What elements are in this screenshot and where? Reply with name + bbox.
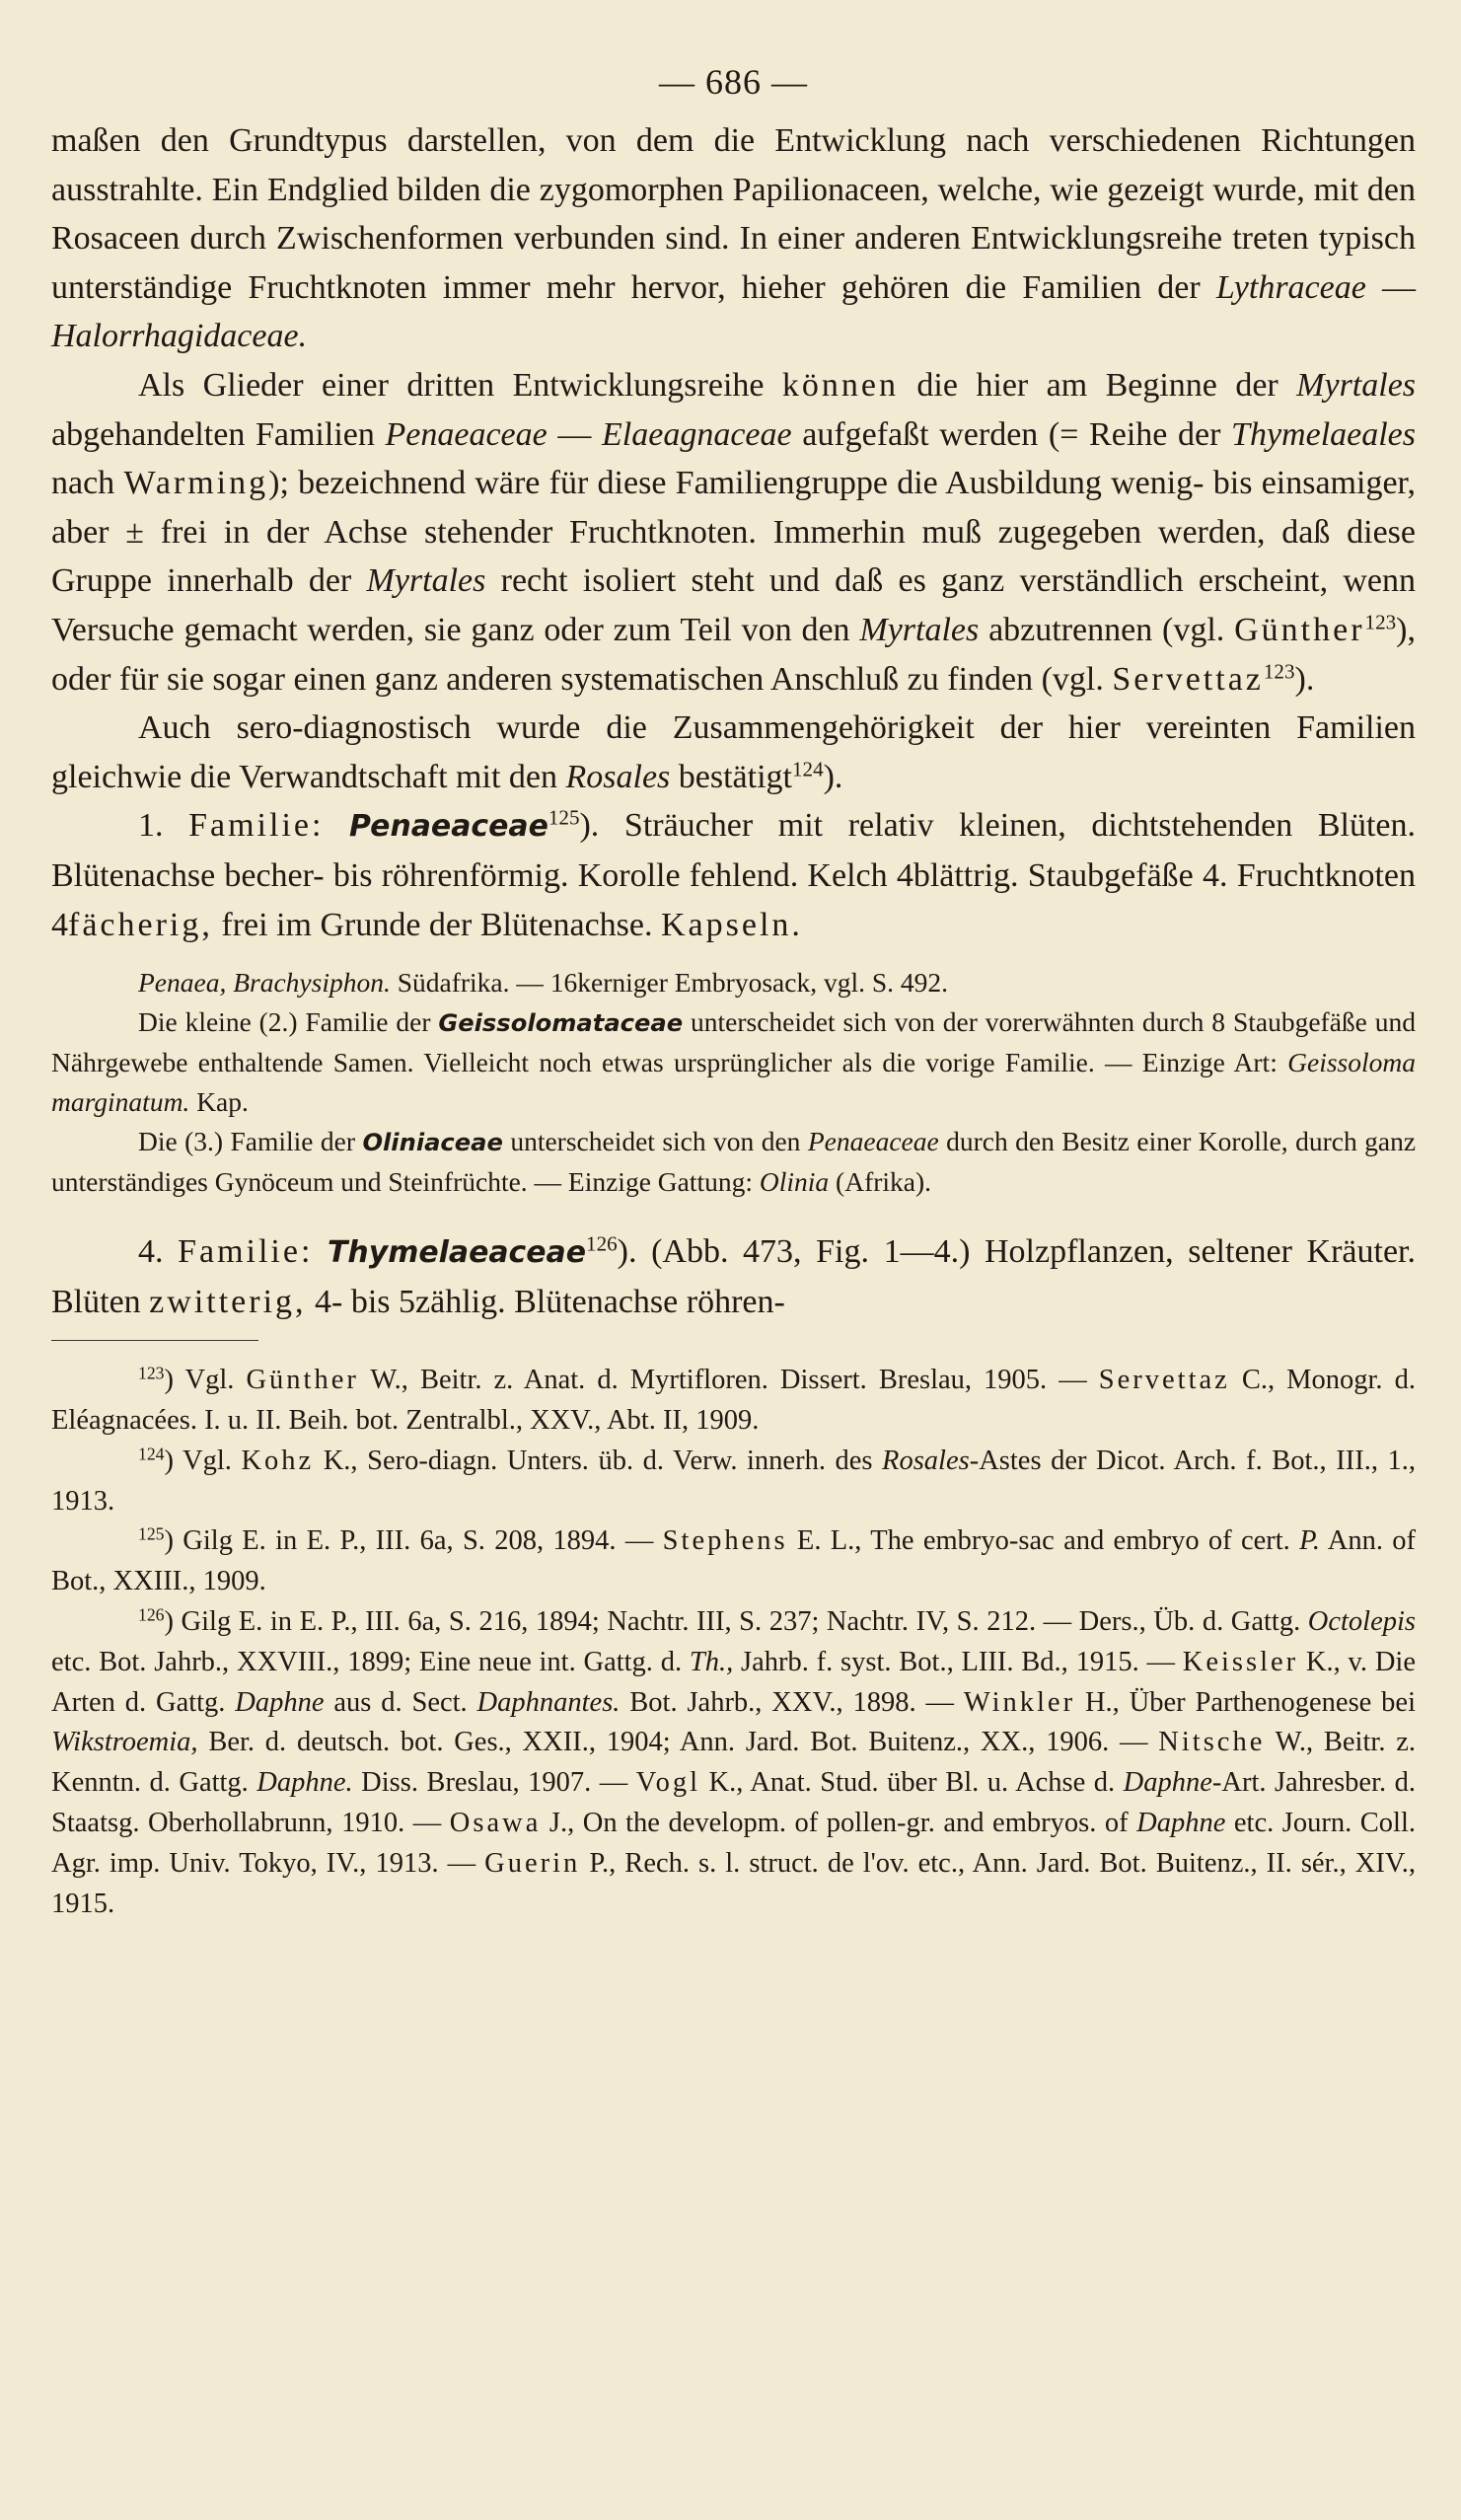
- text-run: etc. Bot. Jahrb., XXVIII., 1899; Eine neue int. Gattg. d.: [51, 1646, 690, 1677]
- paragraph-3: [51, 704, 1416, 801]
- text-run: abgehandelten Familien: [51, 415, 386, 453]
- family-name: Thymelaeaceae: [328, 1235, 587, 1271]
- text-run: P., Rech. s. l. struct. de l'ov. etc., Ann. Jard. Bot. Buitenz., II. sér., XIV., 1915.: [51, 1847, 1416, 1919]
- text-run: Jahrb. f. syst. Bot., LIII. Bd., 1915. —: [733, 1646, 1183, 1677]
- author-name: Guerin: [484, 1847, 581, 1879]
- footnote-125: [51, 1521, 1416, 1602]
- text-run: Auch sero-diagnostisch wurde die Zusammengehörigkeit der hier vereinten Familien gleichwie die Verwandtschaft mit den: [51, 709, 1416, 795]
- taxon-name: Thymelaeales: [1231, 415, 1416, 453]
- small-paragraph-2: [51, 1002, 1416, 1122]
- taxon-name: Rosales: [565, 758, 671, 795]
- footnote-ref: 126: [586, 1231, 618, 1256]
- taxon-name: Penaeaceae: [807, 1126, 939, 1157]
- small-paragraph-3: [51, 1122, 1416, 1202]
- text-run: K., Sero-diagn. Unters. üb. d. Verw. innerh. des: [314, 1445, 883, 1476]
- text-run: 4.: [138, 1233, 179, 1271]
- taxon-name: Olinia: [759, 1166, 830, 1198]
- text-run: frei im Grunde der Blütenachse.: [212, 906, 661, 943]
- footnote-number: 124: [138, 1444, 165, 1464]
- taxon-name: Geissoloma marginatum.: [51, 1047, 1416, 1118]
- footnote-ref: 123: [1364, 610, 1397, 634]
- author-name: Günther: [246, 1365, 359, 1396]
- text-run: aus d. Sect.: [324, 1686, 477, 1718]
- author-name: Keissler: [1182, 1646, 1299, 1677]
- text-run: Bot. Jahrb., XXV., 1898. —: [620, 1686, 964, 1718]
- text-run: J., On the developm. of pollen-gr. and embryos. of: [541, 1808, 1137, 1839]
- footnote-number: 123: [138, 1363, 165, 1383]
- spaced-word: Familie:: [188, 807, 325, 845]
- text-run: 4- bis 5zählig. Blütenachse röhren-: [306, 1283, 785, 1320]
- author-name: Warming: [123, 465, 269, 502]
- footnote-ref: 123: [1263, 658, 1295, 683]
- taxon-name: Halorrhagidaceae.: [51, 318, 308, 355]
- paragraph-1: [51, 116, 1416, 361]
- small-print-block: [51, 963, 1416, 1202]
- small-paragraph-1: [51, 963, 1416, 1002]
- text-run: [324, 807, 349, 844]
- text-run: ).: [823, 758, 843, 795]
- taxon-name: Daphne.: [256, 1767, 353, 1799]
- text-run: (Afrika).: [829, 1166, 932, 1198]
- text-run: nach: [51, 465, 124, 502]
- family-name: Geissolomataceae: [438, 1009, 684, 1038]
- text-run: abzutrennen (vgl.: [979, 611, 1235, 648]
- text-run: aufgefaßt werden (= Reihe der: [791, 415, 1232, 453]
- family-name: Oliniaceae: [362, 1129, 503, 1157]
- taxon-name: Myrtales: [1296, 366, 1417, 404]
- taxon-name: Penaeaceae: [385, 415, 548, 453]
- text-run: E. L., The embryo-sac and embryo of cert.: [787, 1525, 1300, 1557]
- text-run: Ann. of Bot., XXIII., 1909.: [51, 1525, 1416, 1597]
- text-run: -Astes der Dicot. Arch. f. Bot., III., 1., 1913.: [51, 1445, 1416, 1517]
- text-run: ). (Abb. 473, Fig. 1—4.) Holzpflanzen, seltener Kräuter. Blüten: [51, 1233, 1416, 1320]
- text-run: ) Gilg E. in E. P., III. 6a, S. 216, 1894; Nachtr. III, S. 237; Nachtr. IV, S. 212. — Ders., Üb. d. Gattg.: [164, 1606, 1308, 1638]
- text-run: Die kleine (2.) Familie der: [138, 1006, 439, 1038]
- author-name: Kohz: [241, 1445, 315, 1476]
- text-run: [313, 1233, 328, 1270]
- author-name: Nitsche: [1158, 1727, 1266, 1758]
- author-name: Osawa: [449, 1808, 542, 1839]
- taxon-name: Lythraceae: [1215, 268, 1366, 306]
- text-run: ) Gilg E. in E. P., III. 6a, S. 208, 1894. —: [164, 1525, 663, 1557]
- author-name: Vogl: [635, 1767, 701, 1799]
- taxon-name: Daphnantes.: [476, 1686, 621, 1718]
- footnotes: [51, 1361, 1416, 1924]
- taxon-name: P.: [1299, 1525, 1320, 1557]
- taxon-name: Rosales: [882, 1445, 970, 1476]
- taxon-name: Myrtales: [859, 611, 980, 648]
- text-run: ) Vgl.: [164, 1365, 247, 1396]
- text-run: —: [1365, 268, 1416, 306]
- text-run: ).: [1294, 660, 1315, 698]
- text-run: —: [547, 415, 603, 453]
- taxon-name: Elaeagnaceae: [602, 415, 792, 453]
- text-run: ) Vgl.: [164, 1445, 242, 1476]
- taxon-name: Daphne: [235, 1686, 325, 1718]
- text-run: bestätigt: [670, 758, 792, 795]
- text-run: Südafrika. — 16kerniger Embryosack, vgl. S. 492.: [390, 967, 949, 999]
- text-run: recht isoliert steht und daß es ganz verständlich erscheint, wenn Versuche gemacht werden, sie ganz oder zum Teil von den: [51, 562, 1417, 648]
- footnote-126: [51, 1602, 1416, 1924]
- text-run: durch den Besitz einer Korolle, durch ganz unterständiges Gynöceum und Steinfrüchte. — Einzige Gattung:: [51, 1126, 1417, 1198]
- footnote-ref: 124: [791, 757, 824, 781]
- text-run: unterscheidet sich von der vorerwähnten durch 8 Staubgefäße und Nährgewebe enthaltende Samen. Vielleicht noch etwas ursprünglicher als die vorige Familie. — Einzige Art:: [51, 1006, 1416, 1078]
- author-name: Servettaz: [1112, 660, 1264, 698]
- taxon-name: Daphne: [1123, 1767, 1212, 1799]
- text-run: ); bezeichnend wäre für diese Familiengruppe die Ausbildung wenig- bis einsamiger, aber ± frei in der Achse stehender Fruchtknoten. Immerhin muß zugegeben werden, daß diese Gruppe innerhalb der: [51, 465, 1416, 600]
- spaced-word: können: [781, 366, 899, 404]
- text-run: K., Anat. Stud. über Bl. u. Achse d.: [700, 1767, 1124, 1799]
- footnote-divider: [51, 1340, 258, 1341]
- text-run: H., Über Parthenogenese bei: [1075, 1686, 1416, 1718]
- main-text: [51, 116, 1416, 949]
- text-run: etc. Journ. Coll. Agr. imp. Univ. Tokyo, IV., 1913. —: [51, 1808, 1416, 1879]
- text-run: C., Monogr. d. Eléagnacées. I. u. II. Beih. bot. Zentralbl., XXV., Abt. II, 1909.: [51, 1365, 1416, 1437]
- text-run: W., Beitr. z. Anat. d. Myrtifloren. Dissert. Breslau, 1905. —: [358, 1365, 1099, 1396]
- text-run: 1.: [138, 807, 189, 845]
- text-run: die hier am Beginne der: [899, 366, 1297, 404]
- text-run: W., Beitr. z. Kenntn. d. Gattg.: [51, 1727, 1416, 1799]
- text-run: ). Sträucher mit relativ kleinen, dichtstehenden Blüten. Blütenachse becher- bis röhrenförmig. Korolle fehlend. Kelch 4blättrig. Staubgefäße 4. Fruchtknoten 4: [51, 807, 1417, 943]
- text-run: Die (3.) Familie der: [138, 1126, 363, 1157]
- author-name: Günther: [1234, 611, 1365, 648]
- footnote-123: [51, 1361, 1416, 1442]
- text-run: -Art. Jahresber. d. Staatsg. Oberhollabrunn, 1910. —: [51, 1767, 1416, 1839]
- text-run: Als Glieder einer dritten Entwicklungsreihe: [138, 366, 782, 404]
- main-text-continued: [51, 1227, 1416, 1326]
- spaced-word: zwitterig,: [149, 1283, 307, 1320]
- footnote-number: 126: [138, 1604, 165, 1625]
- text-run: Kap.: [189, 1086, 249, 1118]
- taxon-name: Wikstroemia,: [51, 1727, 198, 1758]
- taxon-name: Octolepis: [1307, 1606, 1416, 1638]
- spaced-word: Kapseln.: [661, 906, 803, 943]
- paragraph-family-1: [51, 801, 1416, 949]
- footnote-124: [51, 1442, 1416, 1522]
- author-name: Winkler: [963, 1686, 1076, 1718]
- text-run: Ber. d. deutsch. bot. Ges., XXII., 1904; Ann. Jard. Bot. Buitenz., XX., 1906. —: [197, 1727, 1159, 1758]
- text-run: K., v. Die Arten d. Gattg.: [51, 1646, 1416, 1718]
- text-run: maßen den Grundtypus darstellen, von dem die Entwicklung nach verschiedenen Richtungen ausstrahlte. Ein Endglied bilden die zygomorphen Papilionaceen, welche, wie gezeigt wurde, mit den Rosaceen durch Zwischenformen verbunden sind. In einer anderen Entwicklungsreihe treten typisch unterständige Fruchtknoten immer mehr hervor, hieher gehören die Familien der: [51, 122, 1416, 306]
- taxon-name: Th.,: [689, 1646, 734, 1677]
- family-name: Penaeaceae: [349, 809, 548, 845]
- text-run: ), oder für sie sogar einen ganz anderen systematischen Anschluß zu finden (vgl.: [51, 611, 1416, 698]
- taxon-name: Penaea, Brachysiphon.: [138, 967, 391, 999]
- footnote-ref: 125: [548, 805, 580, 830]
- taxon-name: Myrtales: [366, 562, 486, 600]
- text-run: Diss. Breslau, 1907. —: [352, 1767, 636, 1799]
- text-run: unterscheidet sich von den: [502, 1126, 808, 1157]
- spaced-word: Familie:: [178, 1233, 314, 1271]
- spaced-word: fächerig,: [68, 906, 213, 943]
- paragraph-family-4: [51, 1227, 1416, 1326]
- taxon-name: Daphne: [1136, 1808, 1226, 1839]
- author-name: Stephens: [662, 1525, 788, 1557]
- page-number: — 686 —: [659, 62, 808, 102]
- footnote-number: 125: [138, 1523, 165, 1544]
- paragraph-2: [51, 361, 1416, 704]
- author-name: Servettaz: [1098, 1365, 1230, 1396]
